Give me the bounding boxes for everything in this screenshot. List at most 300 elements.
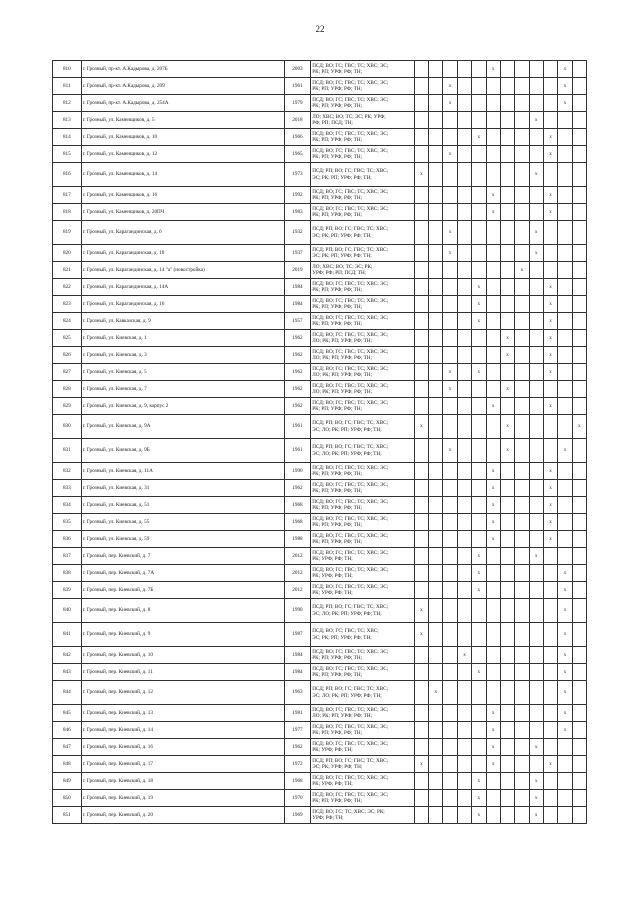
mark-cell xyxy=(572,296,586,313)
services-line: РК; РП; УРФ; РФ; ТН; xyxy=(312,672,363,678)
mark-cell xyxy=(486,548,500,565)
mark-cell xyxy=(572,112,586,129)
mark-cell xyxy=(457,790,471,807)
address-cell: г. Грозный, ул. Киевская, д. 9Б xyxy=(81,439,284,463)
services-line: ПСД; ВО; ГС; ГВС; ТС; ХВС; ЭС; xyxy=(312,399,389,406)
mark-cell xyxy=(558,739,572,756)
services-cell xyxy=(311,296,415,313)
mark-cell xyxy=(572,187,586,204)
services-line: ПСД; ВО; ГС; ГВС; ТС; ХВС; ЭС; xyxy=(312,648,389,655)
year-cell: 1961 xyxy=(284,78,311,95)
services-line: ПСД; ВО; ГС; ГВС; ТС; ХВС; ЭС; xyxy=(312,79,389,86)
mark-cell xyxy=(472,705,486,722)
mark-cell xyxy=(529,756,543,773)
row-number: 849 xyxy=(53,773,82,790)
table-row xyxy=(53,582,587,599)
mark-cell xyxy=(486,582,500,599)
address-cell: г. Грозный, ул. Киевская, д. 1 xyxy=(81,330,284,347)
mark-cell xyxy=(515,565,529,582)
mark-cell xyxy=(457,347,471,364)
mark-cell-x: x xyxy=(558,681,572,705)
table-row xyxy=(53,773,587,790)
mark-cell xyxy=(515,548,529,565)
mark-cell xyxy=(572,61,586,78)
mark-cell xyxy=(572,279,586,296)
year-cell: 1973 xyxy=(284,163,311,187)
mark-cell-x: x xyxy=(443,439,457,463)
mark-cell xyxy=(429,95,443,112)
mark-cell xyxy=(457,773,471,790)
mark-cell-x: x xyxy=(558,565,572,582)
services-line: ЛО; РК; РП; УРФ; РФ; ТН; xyxy=(312,355,373,361)
mark-cell xyxy=(472,330,486,347)
mark-cell xyxy=(543,722,557,739)
row-number: 820 xyxy=(53,245,82,262)
mark-cell xyxy=(543,381,557,398)
address-cell: г. Грозный, ул. Кавказская, д. 9 xyxy=(81,313,284,330)
mark-cell xyxy=(529,187,543,204)
mark-cell xyxy=(443,313,457,330)
mark-cell xyxy=(529,681,543,705)
mark-cell-x: x xyxy=(558,61,572,78)
services-cell xyxy=(311,245,415,262)
mark-cell xyxy=(500,664,514,681)
mark-cell xyxy=(500,279,514,296)
mark-cell xyxy=(515,204,529,221)
address-cell: г. Грозный, пер. Киевский, д. 7А xyxy=(81,565,284,582)
mark-cell xyxy=(457,623,471,647)
mark-cell-x: x xyxy=(529,548,543,565)
services-line: ЭС; РК; РП; УРФ; РФ; ТН; xyxy=(312,253,372,259)
row-number: 841 xyxy=(53,623,82,647)
mark-cell xyxy=(429,439,443,463)
services-cell xyxy=(311,112,415,129)
mark-cell-x: x xyxy=(558,599,572,623)
address-cell: г. Грозный, пер. Киевский, д. 8 xyxy=(81,599,284,623)
mark-cell xyxy=(543,773,557,790)
services-cell xyxy=(311,681,415,705)
services-line: РК; РП; УРФ; РФ; ТН; xyxy=(312,505,363,511)
services-line: ПСД; ВО; ГС; ТС; ХВС; ЭС; РК; xyxy=(312,808,385,815)
services-cell xyxy=(311,204,415,221)
row-number: 815 xyxy=(53,146,82,163)
year-cell: 2012 xyxy=(284,548,311,565)
address-cell: г. Грозный, ул. Киевская, д. 31 xyxy=(81,480,284,497)
year-cell: 1969 xyxy=(284,807,311,824)
mark-cell xyxy=(429,480,443,497)
mark-cell xyxy=(500,262,514,279)
mark-cell xyxy=(429,187,443,204)
mark-cell xyxy=(558,296,572,313)
year-cell: 1937 xyxy=(284,245,311,262)
mark-cell xyxy=(486,112,500,129)
table-row xyxy=(53,330,587,347)
services-cell xyxy=(311,221,415,245)
page-number: 22 xyxy=(315,24,325,34)
mark-cell-x: x xyxy=(472,790,486,807)
mark-cell xyxy=(529,296,543,313)
year-cell: 1962 xyxy=(284,347,311,364)
row-number: 826 xyxy=(53,347,82,364)
table-row xyxy=(53,739,587,756)
services-line: РК; РП; УРФ; РФ; ТН; xyxy=(312,86,363,92)
mark-cell xyxy=(457,463,471,480)
mark-cell xyxy=(414,313,428,330)
mark-cell xyxy=(558,279,572,296)
services-line: РК; РП; УРФ; РФ; ТН; xyxy=(312,522,363,528)
row-number: 839 xyxy=(53,582,82,599)
mark-cell-x: x xyxy=(486,514,500,531)
mark-cell xyxy=(429,279,443,296)
row-number: 822 xyxy=(53,279,82,296)
address-cell: г. Грозный, ул. Киевская, д. 59 xyxy=(81,531,284,548)
mark-cell xyxy=(443,647,457,664)
mark-cell xyxy=(472,415,486,439)
mark-cell xyxy=(486,647,500,664)
services-line: РК; РП; УРФ; РФ; ТН; xyxy=(312,137,363,143)
mark-cell xyxy=(414,279,428,296)
services-line: ПСД; ВО; ГС; ГВС; ТС; ХВС; ЭС; xyxy=(312,498,389,505)
address-cell: г. Грозный, ул. Каменщиков, д. 10 xyxy=(81,129,284,146)
mark-cell xyxy=(457,582,471,599)
mark-cell xyxy=(443,599,457,623)
address-cell: г. Грозный, ул. Киевская, д. 7 xyxy=(81,381,284,398)
mark-cell xyxy=(486,415,500,439)
address-cell: г. Грозный, пер. Киевский, д. 10 xyxy=(81,647,284,664)
year-cell: 1983 xyxy=(284,204,311,221)
mark-cell-x: x xyxy=(486,187,500,204)
mark-cell xyxy=(443,514,457,531)
year-cell: 1968 xyxy=(284,497,311,514)
mark-cell-x: x xyxy=(543,187,557,204)
mark-cell-x: x xyxy=(429,681,443,705)
table-row xyxy=(53,364,587,381)
services-cell xyxy=(311,599,415,623)
mark-cell xyxy=(572,497,586,514)
mark-cell xyxy=(500,722,514,739)
table-row xyxy=(53,296,587,313)
services-line: ПСД; ВО; ГС; ГВС; ТС; ХВС; ЭС; xyxy=(312,96,389,103)
mark-cell-x: x xyxy=(529,163,543,187)
table-row xyxy=(53,664,587,681)
services-line: ПСД; ВО; ГС; ГВС; ТС; ХВС; ЭС; xyxy=(312,791,389,798)
mark-cell xyxy=(515,531,529,548)
mark-cell-x: x xyxy=(486,463,500,480)
services-line: ЛО; РК; РП; УРФ; РФ; ТН; xyxy=(312,389,373,395)
services-cell xyxy=(311,347,415,364)
mark-cell xyxy=(515,599,529,623)
mark-cell xyxy=(543,163,557,187)
mark-cell xyxy=(414,582,428,599)
year-cell: 1972 xyxy=(284,756,311,773)
services-line: РК; РП; УРФ; РФ; ТН; xyxy=(312,212,363,218)
mark-cell-x: x xyxy=(486,739,500,756)
services-line: ПСД; ВО; ГС; ГВС; ТС; ХВС; ЭС; xyxy=(312,583,389,590)
mark-cell xyxy=(486,364,500,381)
services-cell xyxy=(311,548,415,565)
mark-cell xyxy=(443,790,457,807)
mark-cell-x: x xyxy=(486,705,500,722)
mark-cell xyxy=(457,330,471,347)
services-line: РК; РП; УРФ; РФ; ТН; xyxy=(312,287,363,293)
mark-cell xyxy=(472,61,486,78)
row-number: 819 xyxy=(53,221,82,245)
services-cell xyxy=(311,739,415,756)
mark-cell xyxy=(486,623,500,647)
mark-cell xyxy=(486,279,500,296)
mark-cell xyxy=(500,95,514,112)
address-cell: г. Грозный, пер. Киевский, д. 7 xyxy=(81,548,284,565)
table-row xyxy=(53,313,587,330)
mark-cell xyxy=(443,204,457,221)
mark-cell xyxy=(500,245,514,262)
mark-cell xyxy=(529,415,543,439)
mark-cell xyxy=(558,146,572,163)
mark-cell xyxy=(572,807,586,824)
table-row xyxy=(53,112,587,129)
address-cell: г. Грозный, ул. Киевская, д. 55 xyxy=(81,514,284,531)
mark-cell xyxy=(500,531,514,548)
mark-cell-x: x xyxy=(572,415,586,439)
services-cell xyxy=(311,807,415,824)
year-cell: 1962 xyxy=(284,381,311,398)
year-cell: 1968 xyxy=(284,514,311,531)
mark-cell xyxy=(572,364,586,381)
mark-cell xyxy=(529,279,543,296)
services-line: РК; УРФ; РФ; ТН; xyxy=(312,747,353,753)
mark-cell xyxy=(486,330,500,347)
mark-cell xyxy=(529,439,543,463)
services-line: РК; РП; УРФ; РФ; ТН; xyxy=(312,103,363,109)
services-line: ПСД; ВО; ГС; ГВС; ТС; ХВС; ЭС; xyxy=(312,740,389,747)
year-cell: 2003 xyxy=(284,61,311,78)
mark-cell xyxy=(572,480,586,497)
mark-cell xyxy=(414,364,428,381)
mark-cell xyxy=(429,647,443,664)
year-cell: 1957 xyxy=(284,313,311,330)
mark-cell xyxy=(486,296,500,313)
mark-cell xyxy=(515,514,529,531)
table-row xyxy=(53,163,587,187)
mark-cell xyxy=(414,514,428,531)
mark-cell-x: x xyxy=(515,262,529,279)
year-cell: 1965 xyxy=(284,146,311,163)
services-line: ПСД; РП; ВО; ГС; ГВС; ТС; ХВС; xyxy=(312,246,389,253)
mark-cell xyxy=(429,112,443,129)
year-cell: 1970 xyxy=(284,790,311,807)
mark-cell xyxy=(443,187,457,204)
mark-cell xyxy=(443,565,457,582)
mark-cell xyxy=(558,187,572,204)
address-cell: г. Грозный, пер. Киевский, д. 9 xyxy=(81,623,284,647)
mark-cell xyxy=(486,664,500,681)
mark-cell xyxy=(529,623,543,647)
mark-cell xyxy=(543,415,557,439)
mark-cell xyxy=(500,187,514,204)
mark-cell xyxy=(500,565,514,582)
mark-cell xyxy=(443,705,457,722)
table-row xyxy=(53,78,587,95)
mark-cell xyxy=(443,129,457,146)
mark-cell xyxy=(572,313,586,330)
mark-cell xyxy=(529,129,543,146)
mark-cell xyxy=(558,347,572,364)
year-cell: 1962 xyxy=(284,398,311,415)
year-cell: 1984 xyxy=(284,647,311,664)
services-cell xyxy=(311,756,415,773)
year-cell: 1968 xyxy=(284,773,311,790)
mark-cell xyxy=(429,790,443,807)
row-number: 812 xyxy=(53,95,82,112)
services-line: ЛО; РК; РП; УРФ; РФ; ТН; xyxy=(312,713,373,719)
mark-cell xyxy=(543,664,557,681)
services-cell xyxy=(311,439,415,463)
address-cell: г. Грозный, ул. Карагандинская, д. 10 xyxy=(81,245,284,262)
year-cell: 2018 xyxy=(284,112,311,129)
mark-cell xyxy=(558,480,572,497)
mark-cell xyxy=(558,514,572,531)
services-line: РК; РП; УРФ; РФ; ТН; xyxy=(312,195,363,201)
mark-cell xyxy=(529,78,543,95)
mark-cell xyxy=(472,262,486,279)
mark-cell xyxy=(486,381,500,398)
mark-cell-x: x xyxy=(543,146,557,163)
mark-cell xyxy=(515,330,529,347)
services-line: ПСД; ВО; ГС; ГВС; ТС; ХВС; ЭС; xyxy=(312,205,389,212)
address-cell: г. Грозный, ул. Киевская, д. 51 xyxy=(81,497,284,514)
mark-cell-x: x xyxy=(543,330,557,347)
services-line: РК; УРФ; РФ; ТН; xyxy=(312,556,353,562)
row-number: 811 xyxy=(53,78,82,95)
mark-cell xyxy=(429,313,443,330)
mark-cell xyxy=(529,463,543,480)
mark-cell xyxy=(429,129,443,146)
table-row xyxy=(53,245,587,262)
mark-cell xyxy=(429,807,443,824)
mark-cell xyxy=(443,623,457,647)
mark-cell-x: x xyxy=(472,296,486,313)
mark-cell xyxy=(529,95,543,112)
mark-cell-x: x xyxy=(500,439,514,463)
mark-cell xyxy=(515,381,529,398)
services-line: ПСД; РП; ВО; ГС; ГВС; ТС; ХВС; xyxy=(312,686,389,693)
year-cell: 2012 xyxy=(284,565,311,582)
mark-cell xyxy=(457,262,471,279)
services-cell xyxy=(311,262,415,279)
mark-cell-x: x xyxy=(472,565,486,582)
services-line: ПСД; ВО; ГС; ГВС; ТС; ХВС; ЭС; xyxy=(312,532,389,539)
mark-cell xyxy=(414,296,428,313)
mark-cell xyxy=(529,705,543,722)
mark-cell xyxy=(429,163,443,187)
address-cell: г. Грозный, пр-кт. А.Кадырова, д. 254А xyxy=(81,95,284,112)
year-cell: 1961 xyxy=(284,439,311,463)
mark-cell xyxy=(472,78,486,95)
mark-cell xyxy=(429,330,443,347)
year-cell: 1987 xyxy=(284,623,311,647)
mark-cell-x: x xyxy=(486,497,500,514)
table-row xyxy=(53,129,587,146)
services-cell xyxy=(311,163,415,187)
mark-cell xyxy=(543,439,557,463)
mark-cell xyxy=(543,548,557,565)
mark-cell xyxy=(472,204,486,221)
mark-cell xyxy=(529,582,543,599)
mark-cell xyxy=(414,245,428,262)
mark-cell xyxy=(443,296,457,313)
mark-cell xyxy=(515,398,529,415)
services-cell xyxy=(311,722,415,739)
address-cell: г. Грозный, ул. Каменщиков, д. 20ПЧ xyxy=(81,204,284,221)
mark-cell-x: x xyxy=(529,807,543,824)
mark-cell-x: x xyxy=(543,204,557,221)
mark-cell xyxy=(414,78,428,95)
mark-cell xyxy=(429,531,443,548)
mark-cell xyxy=(572,739,586,756)
mark-cell xyxy=(515,582,529,599)
address-cell: г. Грозный, пер. Киевский, д. 7Б xyxy=(81,582,284,599)
mark-cell xyxy=(414,129,428,146)
services-cell xyxy=(311,330,415,347)
row-number: 816 xyxy=(53,163,82,187)
mark-cell xyxy=(429,245,443,262)
mark-cell xyxy=(472,112,486,129)
mark-cell xyxy=(486,245,500,262)
mark-cell-x: x xyxy=(486,722,500,739)
services-line: РК; РП; УРФ; РФ; ТН; xyxy=(312,655,363,661)
mark-cell-x: x xyxy=(486,756,500,773)
mark-cell xyxy=(558,463,572,480)
mark-cell xyxy=(472,221,486,245)
mark-cell xyxy=(543,262,557,279)
services-line: РК; РП; УРФ; РФ; ТН; xyxy=(312,539,363,545)
mark-cell-x: x xyxy=(558,623,572,647)
mark-cell xyxy=(515,364,529,381)
mark-cell xyxy=(429,364,443,381)
mark-cell xyxy=(558,773,572,790)
table-row xyxy=(53,463,587,480)
mark-cell-x: x xyxy=(500,381,514,398)
mark-cell xyxy=(429,221,443,245)
mark-cell xyxy=(572,398,586,415)
mark-cell xyxy=(558,129,572,146)
services-line: РК; УРФ; РФ; ТН; xyxy=(312,590,353,596)
mark-cell-x: x xyxy=(486,204,500,221)
services-line: ПСД; ВО; ГС; ГВС; ТС; ХВС; ЭС; xyxy=(312,464,389,471)
services-line: ПСД; ВО; ГС; ГВС; ТС; ХВС; ЭС; xyxy=(312,280,389,287)
table-row xyxy=(53,647,587,664)
services-cell xyxy=(311,364,415,381)
mark-cell xyxy=(414,790,428,807)
mark-cell xyxy=(457,129,471,146)
row-number: 810 xyxy=(53,61,82,78)
mark-cell xyxy=(457,112,471,129)
services-line: ЛО; РК; РП; УРФ; РФ; ТН; xyxy=(312,372,373,378)
mark-cell xyxy=(515,187,529,204)
mark-cell xyxy=(558,756,572,773)
mark-cell xyxy=(572,463,586,480)
mark-cell xyxy=(500,705,514,722)
mark-cell xyxy=(572,548,586,565)
mark-cell xyxy=(515,347,529,364)
mark-cell xyxy=(515,623,529,647)
mark-cell-x: x xyxy=(443,78,457,95)
address-cell: г. Грозный, ул. Карагандинская, д. 6 xyxy=(81,221,284,245)
mark-cell xyxy=(543,112,557,129)
mark-cell xyxy=(529,599,543,623)
mark-cell xyxy=(543,61,557,78)
address-cell: г. Грозный, ул. Карагандинская, д. 14А xyxy=(81,279,284,296)
